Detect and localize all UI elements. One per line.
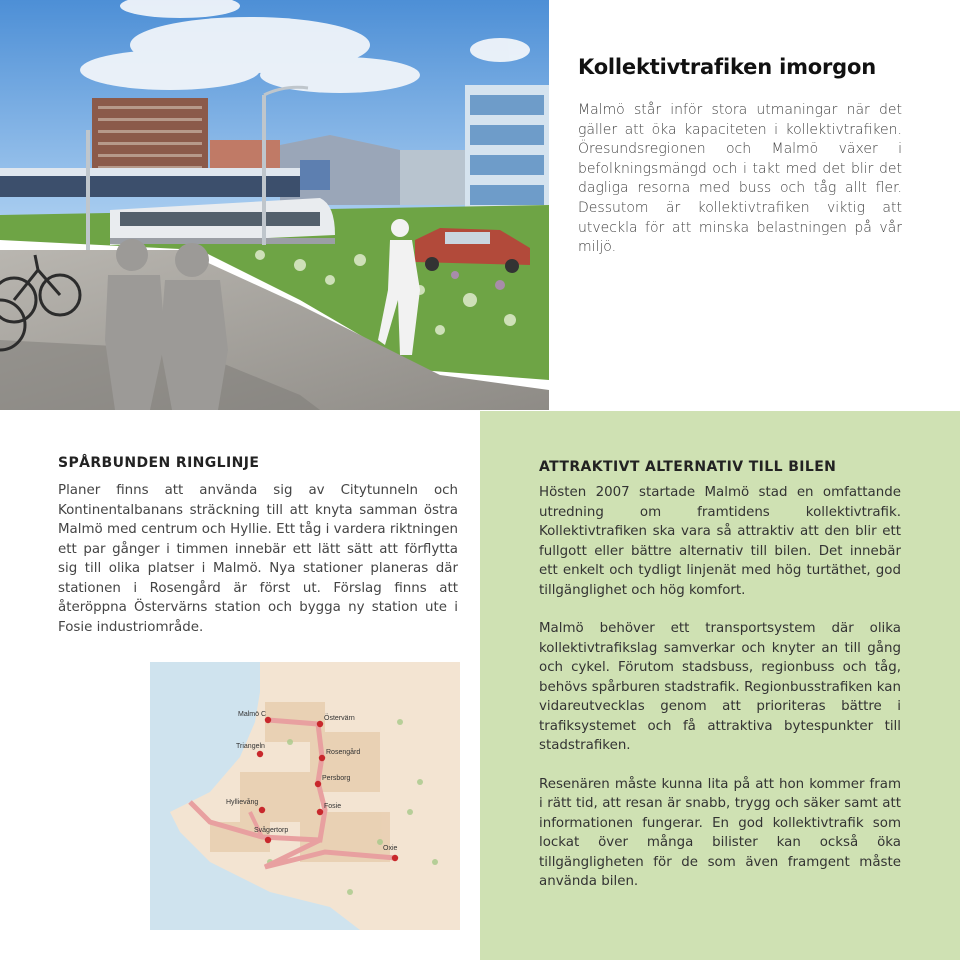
station-label: Hyllievång [226, 799, 259, 806]
ring-line-paragraph: Planer finns att använda sig av Citytunneln och Kontinentalbanans sträckning till att knyta samman östra Malmö med centrum och Hyllie. Ett tåg i vardera riktningen ett par gånger i timmen innebär ett lätt sätt att förflytta sig till olika platser i Malmö. Nya stationer planeras där stationen i Rosengård är först ut. Förslag finns att återöppna Östervärns station och bygga ny station ute i Fosie industriområde. [58, 483, 458, 635]
station-dot [315, 781, 321, 787]
alternative-panel [480, 411, 960, 960]
map-graphic [150, 662, 460, 930]
station-dot [257, 751, 263, 757]
station-dot [259, 807, 265, 813]
station-label: Malmö C [238, 711, 267, 718]
intro-paragraph: Malmö står inför stora utmaningar när det gäller att öka kapaciteten i kollektivtrafiken. Öresundsregionen och Malmö växer i befolkningsmängd och i takt med det blir det dagliga resorna med buss och tåg allt fler. Dessutom är kollektivtrafiken viktig att utveckla för att minska belastningen på vår miljö. [578, 102, 902, 256]
station-label: Oxie [383, 845, 398, 852]
station-dot [392, 855, 398, 861]
station-dot [317, 809, 323, 815]
station-dot [319, 755, 325, 761]
alternative-heading: ATTRAKTIVT ALTERNATIV TILL BILEN [539, 459, 837, 475]
station-dot [265, 837, 271, 843]
malmo-rail-map [150, 662, 460, 930]
ring-line-section [58, 455, 458, 637]
street-lamp [262, 95, 266, 245]
station-label: Persborg [322, 775, 351, 782]
station-label: Fosie [324, 803, 342, 810]
station-label: Triangeln [236, 743, 265, 750]
hero-illustration [0, 0, 549, 410]
station-label: Östervärn [324, 715, 355, 722]
station-label: Svågertorp [254, 827, 289, 834]
alternative-paragraph-1: Hösten 2007 startade Malmö stad en omfattande utredning om framtidens kollektivtrafik. Kollektivtrafiken ska vara så attraktiv att den blir ett fullgott eller bättre alternativ till bilen. Det innebär ett enkelt och tydligt linjenät med hög turtäthet, god tillgänglighet och hög komfort. [539, 485, 901, 598]
page-title: Kollektivtrafiken imorgon [578, 55, 876, 79]
ring-line-heading: SPÅRBUNDEN RINGLINJE [58, 455, 260, 471]
alternative-paragraph-3: Resenären måste kunna lita på att hon kommer fram i rätt tid, att resan är snabb, trygg och säker samt att informationen fungerar. En god kollektivtrafik som lockat över många bilister kan också öka tillgängligheten för de som även framgent måste använda bilen. [539, 776, 901, 889]
station-label: Rosengård [326, 749, 361, 756]
intro-section [578, 55, 902, 258]
station-dot [317, 721, 323, 727]
alternative-paragraph-2: Malmö behöver ett transportsystem där olika kollektivtrafikslag samverkar och knyter an till gång och cykel. Förutom stadsbuss, regionbuss och tåg, behövs spårburen stadstrafik. Regionbusstrafiken kan vidareutvecklas genom att prioriteras bättre i trafiksystemet och få attraktiva bytespunkter till stadstrafiken. [539, 621, 901, 753]
street-scene-image [0, 0, 549, 410]
